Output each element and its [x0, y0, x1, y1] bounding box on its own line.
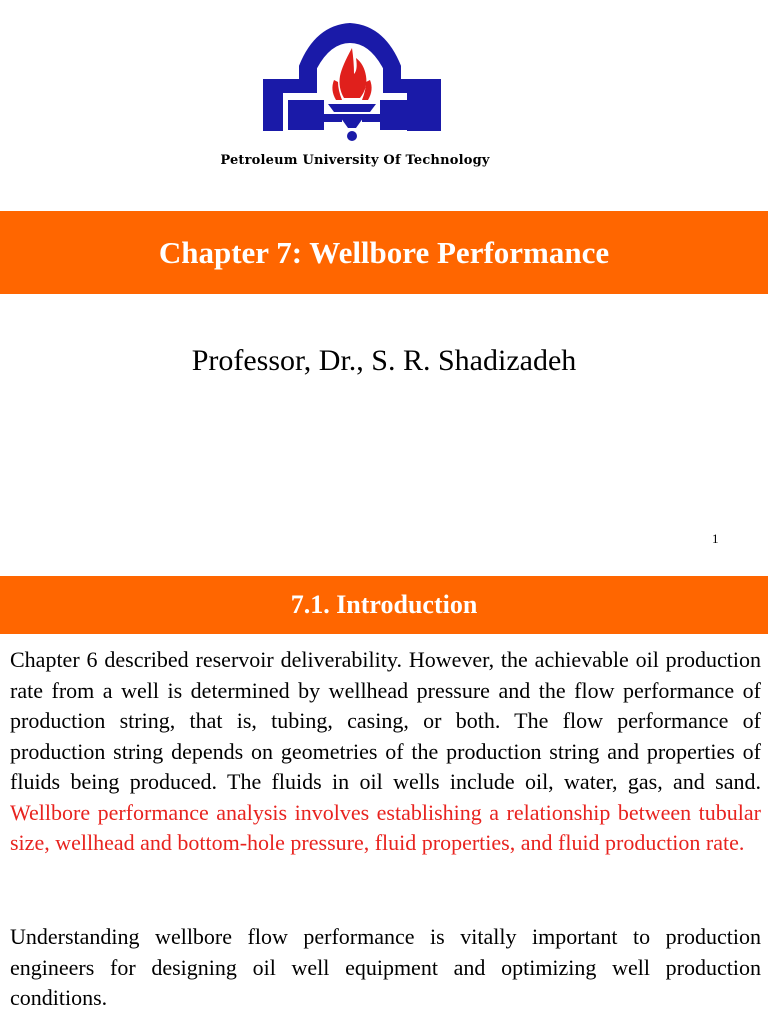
intro-paragraph-2: Understanding wellbore flow performance is vitally important to production engineers for designing oil well equipment and optimizing well production conditions. — [10, 924, 761, 1010]
intro-paragraph-1 — [10, 645, 761, 859]
university-name: Petroleum University Of Technology — [220, 153, 490, 168]
chapter-title-banner: Chapter 7: Wellbore Performance — [0, 211, 768, 294]
page-number: 1 — [712, 531, 719, 546]
highlighted-definition: Wellbore performance analysis involves establishing a relationship between tubular size, wellhead and bottom-hole pressure, fluid properties, and fluid production rate. — [10, 799, 761, 855]
section-heading-banner: 7.1. Introduction — [0, 576, 768, 634]
intro-paragraph-1-text: Chapter 6 described reservoir deliverability. However, the achievable oil production rate from a well is determined by wellhead pressure and the flow performance of production string, that is, tubing, casing, or both. The flow performance of production string depends on geometries of the production string and properties of fluids being produced. The fluids in oil wells include oil, water, gas, and sand. — [10, 647, 761, 794]
author-name: Professor, Dr., S. R. Shadizadeh — [191, 344, 577, 377]
university-logo-icon — [258, 18, 448, 148]
